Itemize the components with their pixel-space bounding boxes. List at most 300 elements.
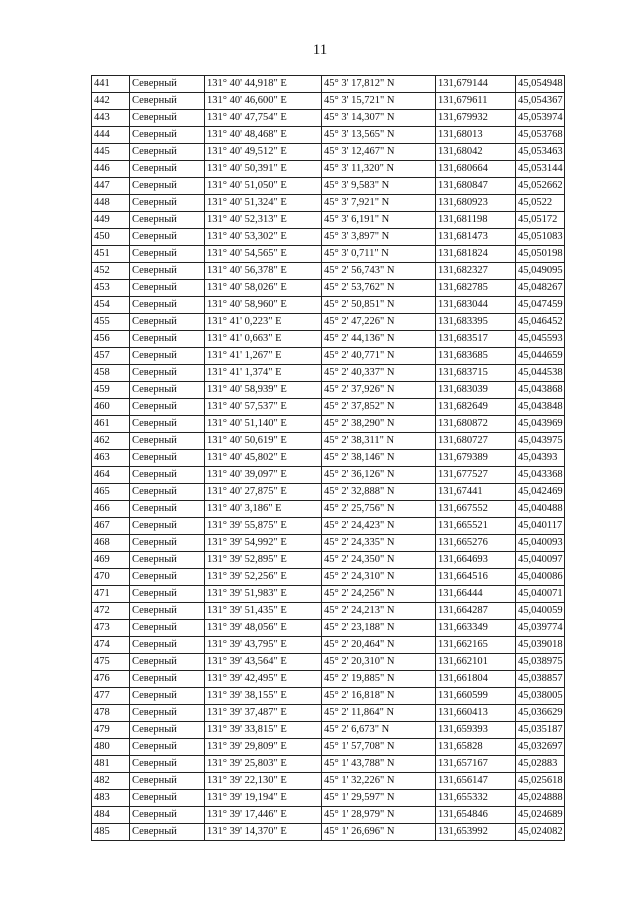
- table-row: [92, 416, 565, 433]
- table-row: [92, 671, 565, 688]
- latitude-dms-cell: 45° 2' 16,818" N: [322, 688, 436, 705]
- table-row: [92, 722, 565, 739]
- longitude-dms-cell: 131° 39' 17,446" E: [205, 807, 322, 824]
- longitude-dms-cell: 131° 39' 14,370" E: [205, 824, 322, 841]
- table-row: [92, 433, 565, 450]
- table-row: [92, 603, 565, 620]
- point-number-cell: 475: [92, 654, 130, 671]
- longitude-decimal-cell: 131,681198: [436, 212, 516, 229]
- latitude-decimal-cell: 45,040086: [516, 569, 565, 586]
- zone-name-cell: Северный: [130, 263, 205, 280]
- longitude-dms-cell: 131° 39' 51,983" E: [205, 586, 322, 603]
- latitude-dms-cell: 45° 2' 24,350" N: [322, 552, 436, 569]
- point-number-cell: 457: [92, 348, 130, 365]
- table-row: [92, 246, 565, 263]
- longitude-dms-cell: 131° 40' 57,537" E: [205, 399, 322, 416]
- latitude-decimal-cell: 45,051083: [516, 229, 565, 246]
- zone-name-cell: Северный: [130, 195, 205, 212]
- latitude-decimal-cell: 45,053768: [516, 127, 565, 144]
- latitude-dms-cell: 45° 2' 23,188" N: [322, 620, 436, 637]
- point-number-cell: 473: [92, 620, 130, 637]
- longitude-dms-cell: 131° 40' 52,313" E: [205, 212, 322, 229]
- latitude-decimal-cell: 45,046452: [516, 314, 565, 331]
- longitude-decimal-cell: 131,677527: [436, 467, 516, 484]
- latitude-decimal-cell: 45,040097: [516, 552, 565, 569]
- longitude-decimal-cell: 131,680872: [436, 416, 516, 433]
- table-row: [92, 535, 565, 552]
- longitude-dms-cell: 131° 39' 51,435" E: [205, 603, 322, 620]
- longitude-dms-cell: 131° 40' 58,026" E: [205, 280, 322, 297]
- point-number-cell: 468: [92, 535, 130, 552]
- latitude-dms-cell: 45° 3' 9,583" N: [322, 178, 436, 195]
- point-number-cell: 469: [92, 552, 130, 569]
- point-number-cell: 455: [92, 314, 130, 331]
- zone-name-cell: Северный: [130, 773, 205, 790]
- zone-name-cell: Северный: [130, 739, 205, 756]
- latitude-dms-cell: 45° 1' 28,979" N: [322, 807, 436, 824]
- latitude-dms-cell: 45° 2' 44,136" N: [322, 331, 436, 348]
- zone-name-cell: Северный: [130, 399, 205, 416]
- latitude-dms-cell: 45° 1' 29,597" N: [322, 790, 436, 807]
- table-row: [92, 756, 565, 773]
- zone-name-cell: Северный: [130, 365, 205, 382]
- zone-name-cell: Северный: [130, 671, 205, 688]
- longitude-dms-cell: 131° 41' 1,267" E: [205, 348, 322, 365]
- zone-name-cell: Северный: [130, 280, 205, 297]
- longitude-decimal-cell: 131,65828: [436, 739, 516, 756]
- zone-name-cell: Северный: [130, 637, 205, 654]
- latitude-dms-cell: 45° 3' 13,565" N: [322, 127, 436, 144]
- latitude-decimal-cell: 45,043969: [516, 416, 565, 433]
- latitude-decimal-cell: 45,024082: [516, 824, 565, 841]
- point-number-cell: 445: [92, 144, 130, 161]
- latitude-dms-cell: 45° 2' 53,762" N: [322, 280, 436, 297]
- table-row: [92, 178, 565, 195]
- longitude-decimal-cell: 131,680664: [436, 161, 516, 178]
- zone-name-cell: Северный: [130, 144, 205, 161]
- latitude-dms-cell: 45° 2' 40,771" N: [322, 348, 436, 365]
- latitude-dms-cell: 45° 2' 38,146" N: [322, 450, 436, 467]
- longitude-dms-cell: 131° 40' 44,918" E: [205, 76, 322, 93]
- zone-name-cell: Северный: [130, 603, 205, 620]
- table-row: [92, 280, 565, 297]
- zone-name-cell: Северный: [130, 756, 205, 773]
- longitude-dms-cell: 131° 40' 27,875" E: [205, 484, 322, 501]
- longitude-dms-cell: 131° 39' 22,130" E: [205, 773, 322, 790]
- point-number-cell: 449: [92, 212, 130, 229]
- longitude-dms-cell: 131° 40' 50,619" E: [205, 433, 322, 450]
- table-row: [92, 620, 565, 637]
- longitude-decimal-cell: 131,664693: [436, 552, 516, 569]
- zone-name-cell: Северный: [130, 620, 205, 637]
- point-number-cell: 463: [92, 450, 130, 467]
- longitude-dms-cell: 131° 39' 52,256" E: [205, 569, 322, 586]
- zone-name-cell: Северный: [130, 501, 205, 518]
- point-number-cell: 446: [92, 161, 130, 178]
- longitude-decimal-cell: 131,680847: [436, 178, 516, 195]
- longitude-dms-cell: 131° 39' 55,875" E: [205, 518, 322, 535]
- longitude-decimal-cell: 131,67441: [436, 484, 516, 501]
- latitude-decimal-cell: 45,040117: [516, 518, 565, 535]
- latitude-dms-cell: 45° 2' 20,464" N: [322, 637, 436, 654]
- zone-name-cell: Северный: [130, 314, 205, 331]
- latitude-decimal-cell: 45,043975: [516, 433, 565, 450]
- latitude-decimal-cell: 45,044538: [516, 365, 565, 382]
- table-row: [92, 110, 565, 127]
- table-row: [92, 450, 565, 467]
- latitude-dms-cell: 45° 1' 57,708" N: [322, 739, 436, 756]
- table-row: [92, 263, 565, 280]
- point-number-cell: 476: [92, 671, 130, 688]
- zone-name-cell: Северный: [130, 824, 205, 841]
- longitude-decimal-cell: 131,665521: [436, 518, 516, 535]
- longitude-decimal-cell: 131,682327: [436, 263, 516, 280]
- table-row: [92, 314, 565, 331]
- longitude-dms-cell: 131° 39' 48,056" E: [205, 620, 322, 637]
- longitude-decimal-cell: 131,680923: [436, 195, 516, 212]
- table-row: [92, 518, 565, 535]
- point-number-cell: 481: [92, 756, 130, 773]
- latitude-dms-cell: 45° 3' 0,711" N: [322, 246, 436, 263]
- zone-name-cell: Северный: [130, 722, 205, 739]
- longitude-decimal-cell: 131,681473: [436, 229, 516, 246]
- table-row: [92, 127, 565, 144]
- longitude-dms-cell: 131° 41' 1,374" E: [205, 365, 322, 382]
- table-row: [92, 790, 565, 807]
- table-row: [92, 688, 565, 705]
- table-row: [92, 76, 565, 93]
- table-row: [92, 348, 565, 365]
- latitude-decimal-cell: 45,038857: [516, 671, 565, 688]
- coordinates-table: [91, 75, 565, 841]
- longitude-dms-cell: 131° 40' 51,324" E: [205, 195, 322, 212]
- zone-name-cell: Северный: [130, 790, 205, 807]
- latitude-decimal-cell: 45,04393: [516, 450, 565, 467]
- longitude-decimal-cell: 131,655332: [436, 790, 516, 807]
- zone-name-cell: Северный: [130, 807, 205, 824]
- latitude-dms-cell: 45° 1' 32,226" N: [322, 773, 436, 790]
- table-row: [92, 365, 565, 382]
- point-number-cell: 472: [92, 603, 130, 620]
- longitude-decimal-cell: 131,683044: [436, 297, 516, 314]
- longitude-dms-cell: 131° 40' 56,378" E: [205, 263, 322, 280]
- longitude-dms-cell: 131° 39' 19,194" E: [205, 790, 322, 807]
- point-number-cell: 444: [92, 127, 130, 144]
- zone-name-cell: Северный: [130, 586, 205, 603]
- table-row: [92, 467, 565, 484]
- latitude-decimal-cell: 45,036629: [516, 705, 565, 722]
- latitude-decimal-cell: 45,043868: [516, 382, 565, 399]
- table-row: [92, 93, 565, 110]
- latitude-decimal-cell: 45,0522: [516, 195, 565, 212]
- latitude-dms-cell: 45° 2' 19,885" N: [322, 671, 436, 688]
- longitude-decimal-cell: 131,679932: [436, 110, 516, 127]
- point-number-cell: 448: [92, 195, 130, 212]
- longitude-decimal-cell: 131,681824: [436, 246, 516, 263]
- point-number-cell: 459: [92, 382, 130, 399]
- zone-name-cell: Северный: [130, 518, 205, 535]
- longitude-decimal-cell: 131,659393: [436, 722, 516, 739]
- latitude-decimal-cell: 45,035187: [516, 722, 565, 739]
- point-number-cell: 465: [92, 484, 130, 501]
- longitude-dms-cell: 131° 39' 43,564" E: [205, 654, 322, 671]
- latitude-decimal-cell: 45,044659: [516, 348, 565, 365]
- point-number-cell: 461: [92, 416, 130, 433]
- table-row: [92, 773, 565, 790]
- longitude-dms-cell: 131° 41' 0,223" E: [205, 314, 322, 331]
- zone-name-cell: Северный: [130, 484, 205, 501]
- latitude-dms-cell: 45° 3' 12,467" N: [322, 144, 436, 161]
- table-row: [92, 824, 565, 841]
- latitude-dms-cell: 45° 3' 15,721" N: [322, 93, 436, 110]
- table-row: [92, 212, 565, 229]
- longitude-decimal-cell: 131,682649: [436, 399, 516, 416]
- page-number: 11: [312, 42, 328, 58]
- zone-name-cell: Северный: [130, 688, 205, 705]
- latitude-decimal-cell: 45,043368: [516, 467, 565, 484]
- longitude-decimal-cell: 131,664516: [436, 569, 516, 586]
- table-row: [92, 382, 565, 399]
- point-number-cell: 480: [92, 739, 130, 756]
- point-number-cell: 450: [92, 229, 130, 246]
- latitude-dms-cell: 45° 3' 11,320" N: [322, 161, 436, 178]
- latitude-decimal-cell: 45,054367: [516, 93, 565, 110]
- zone-name-cell: Северный: [130, 654, 205, 671]
- latitude-decimal-cell: 45,02883: [516, 756, 565, 773]
- longitude-decimal-cell: 131,683715: [436, 365, 516, 382]
- longitude-decimal-cell: 131,667552: [436, 501, 516, 518]
- latitude-dms-cell: 45° 2' 20,310" N: [322, 654, 436, 671]
- zone-name-cell: Северный: [130, 433, 205, 450]
- latitude-dms-cell: 45° 2' 32,888" N: [322, 484, 436, 501]
- latitude-decimal-cell: 45,040071: [516, 586, 565, 603]
- latitude-dms-cell: 45° 1' 26,696" N: [322, 824, 436, 841]
- latitude-dms-cell: 45° 2' 38,290" N: [322, 416, 436, 433]
- longitude-dms-cell: 131° 40' 50,391" E: [205, 161, 322, 178]
- latitude-decimal-cell: 45,038975: [516, 654, 565, 671]
- latitude-decimal-cell: 45,025618: [516, 773, 565, 790]
- latitude-dms-cell: 45° 2' 36,126" N: [322, 467, 436, 484]
- table-row: [92, 229, 565, 246]
- zone-name-cell: Северный: [130, 348, 205, 365]
- longitude-dms-cell: 131° 39' 52,895" E: [205, 552, 322, 569]
- longitude-dms-cell: 131° 40' 58,939" E: [205, 382, 322, 399]
- latitude-decimal-cell: 45,048267: [516, 280, 565, 297]
- longitude-decimal-cell: 131,683395: [436, 314, 516, 331]
- latitude-decimal-cell: 45,053144: [516, 161, 565, 178]
- longitude-decimal-cell: 131,679611: [436, 93, 516, 110]
- longitude-dms-cell: 131° 40' 58,960" E: [205, 297, 322, 314]
- longitude-decimal-cell: 131,682785: [436, 280, 516, 297]
- longitude-dms-cell: 131° 40' 47,754" E: [205, 110, 322, 127]
- longitude-decimal-cell: 131,680727: [436, 433, 516, 450]
- table-row: [92, 297, 565, 314]
- latitude-dms-cell: 45° 2' 38,311" N: [322, 433, 436, 450]
- longitude-dms-cell: 131° 40' 53,302" E: [205, 229, 322, 246]
- latitude-dms-cell: 45° 3' 3,897" N: [322, 229, 436, 246]
- longitude-dms-cell: 131° 39' 38,155" E: [205, 688, 322, 705]
- longitude-dms-cell: 131° 39' 29,809" E: [205, 739, 322, 756]
- longitude-decimal-cell: 131,663349: [436, 620, 516, 637]
- latitude-dms-cell: 45° 2' 37,852" N: [322, 399, 436, 416]
- latitude-decimal-cell: 45,040059: [516, 603, 565, 620]
- longitude-decimal-cell: 131,653992: [436, 824, 516, 841]
- zone-name-cell: Северный: [130, 382, 205, 399]
- point-number-cell: 460: [92, 399, 130, 416]
- zone-name-cell: Северный: [130, 178, 205, 195]
- table-row: [92, 637, 565, 654]
- point-number-cell: 442: [92, 93, 130, 110]
- longitude-dms-cell: 131° 39' 37,487" E: [205, 705, 322, 722]
- longitude-decimal-cell: 131,656147: [436, 773, 516, 790]
- longitude-decimal-cell: 131,660413: [436, 705, 516, 722]
- latitude-decimal-cell: 45,042469: [516, 484, 565, 501]
- longitude-dms-cell: 131° 39' 33,815" E: [205, 722, 322, 739]
- longitude-decimal-cell: 131,683039: [436, 382, 516, 399]
- latitude-dms-cell: 45° 3' 7,921" N: [322, 195, 436, 212]
- latitude-decimal-cell: 45,05172: [516, 212, 565, 229]
- longitude-decimal-cell: 131,679144: [436, 76, 516, 93]
- point-number-cell: 484: [92, 807, 130, 824]
- zone-name-cell: Северный: [130, 450, 205, 467]
- longitude-decimal-cell: 131,68042: [436, 144, 516, 161]
- point-number-cell: 471: [92, 586, 130, 603]
- longitude-dms-cell: 131° 40' 3,186" E: [205, 501, 322, 518]
- longitude-decimal-cell: 131,662101: [436, 654, 516, 671]
- point-number-cell: 452: [92, 263, 130, 280]
- point-number-cell: 478: [92, 705, 130, 722]
- latitude-dms-cell: 45° 3' 6,191" N: [322, 212, 436, 229]
- latitude-dms-cell: 45° 2' 24,256" N: [322, 586, 436, 603]
- point-number-cell: 482: [92, 773, 130, 790]
- point-number-cell: 470: [92, 569, 130, 586]
- point-number-cell: 467: [92, 518, 130, 535]
- table-row: [92, 807, 565, 824]
- coordinates-table-body: [92, 76, 565, 841]
- longitude-dms-cell: 131° 40' 39,097" E: [205, 467, 322, 484]
- longitude-dms-cell: 131° 40' 48,468" E: [205, 127, 322, 144]
- longitude-decimal-cell: 131,661804: [436, 671, 516, 688]
- longitude-decimal-cell: 131,679389: [436, 450, 516, 467]
- zone-name-cell: Северный: [130, 705, 205, 722]
- longitude-decimal-cell: 131,683685: [436, 348, 516, 365]
- latitude-decimal-cell: 45,050198: [516, 246, 565, 263]
- latitude-decimal-cell: 45,049095: [516, 263, 565, 280]
- latitude-decimal-cell: 45,040488: [516, 501, 565, 518]
- table-row: [92, 569, 565, 586]
- latitude-decimal-cell: 45,038005: [516, 688, 565, 705]
- point-number-cell: 447: [92, 178, 130, 195]
- latitude-decimal-cell: 45,045593: [516, 331, 565, 348]
- point-number-cell: 441: [92, 76, 130, 93]
- latitude-decimal-cell: 45,024888: [516, 790, 565, 807]
- longitude-decimal-cell: 131,665276: [436, 535, 516, 552]
- longitude-dms-cell: 131° 40' 49,512" E: [205, 144, 322, 161]
- point-number-cell: 483: [92, 790, 130, 807]
- longitude-dms-cell: 131° 40' 45,802" E: [205, 450, 322, 467]
- latitude-decimal-cell: 45,024689: [516, 807, 565, 824]
- table-row: [92, 739, 565, 756]
- longitude-dms-cell: 131° 41' 0,663" E: [205, 331, 322, 348]
- point-number-cell: 443: [92, 110, 130, 127]
- table-row: [92, 484, 565, 501]
- latitude-decimal-cell: 45,052662: [516, 178, 565, 195]
- latitude-dms-cell: 45° 3' 14,307" N: [322, 110, 436, 127]
- table-row: [92, 552, 565, 569]
- latitude-decimal-cell: 45,039018: [516, 637, 565, 654]
- point-number-cell: 466: [92, 501, 130, 518]
- longitude-dms-cell: 131° 39' 43,795" E: [205, 637, 322, 654]
- table-row: [92, 705, 565, 722]
- table-row: [92, 144, 565, 161]
- zone-name-cell: Северный: [130, 331, 205, 348]
- latitude-dms-cell: 45° 2' 11,864" N: [322, 705, 436, 722]
- longitude-decimal-cell: 131,66444: [436, 586, 516, 603]
- latitude-decimal-cell: 45,032697: [516, 739, 565, 756]
- point-number-cell: 464: [92, 467, 130, 484]
- zone-name-cell: Северный: [130, 76, 205, 93]
- zone-name-cell: Северный: [130, 297, 205, 314]
- longitude-decimal-cell: 131,664287: [436, 603, 516, 620]
- latitude-dms-cell: 45° 2' 24,335" N: [322, 535, 436, 552]
- zone-name-cell: Северный: [130, 552, 205, 569]
- point-number-cell: 458: [92, 365, 130, 382]
- table-row: [92, 195, 565, 212]
- latitude-decimal-cell: 45,047459: [516, 297, 565, 314]
- longitude-decimal-cell: 131,68013: [436, 127, 516, 144]
- table-row: [92, 399, 565, 416]
- latitude-decimal-cell: 45,053974: [516, 110, 565, 127]
- zone-name-cell: Северный: [130, 467, 205, 484]
- point-number-cell: 454: [92, 297, 130, 314]
- latitude-dms-cell: 45° 2' 25,756" N: [322, 501, 436, 518]
- zone-name-cell: Северный: [130, 416, 205, 433]
- zone-name-cell: Северный: [130, 161, 205, 178]
- latitude-decimal-cell: 45,053463: [516, 144, 565, 161]
- point-number-cell: 485: [92, 824, 130, 841]
- point-number-cell: 453: [92, 280, 130, 297]
- longitude-decimal-cell: 131,657167: [436, 756, 516, 773]
- zone-name-cell: Северный: [130, 127, 205, 144]
- latitude-decimal-cell: 45,054948: [516, 76, 565, 93]
- latitude-dms-cell: 45° 3' 17,812" N: [322, 76, 436, 93]
- latitude-dms-cell: 45° 2' 47,226" N: [322, 314, 436, 331]
- latitude-dms-cell: 45° 2' 24,310" N: [322, 569, 436, 586]
- longitude-decimal-cell: 131,683517: [436, 331, 516, 348]
- table-row: [92, 654, 565, 671]
- zone-name-cell: Северный: [130, 110, 205, 127]
- point-number-cell: 474: [92, 637, 130, 654]
- latitude-dms-cell: 45° 2' 24,213" N: [322, 603, 436, 620]
- point-number-cell: 477: [92, 688, 130, 705]
- table-row: [92, 331, 565, 348]
- longitude-decimal-cell: 131,660599: [436, 688, 516, 705]
- latitude-decimal-cell: 45,040093: [516, 535, 565, 552]
- zone-name-cell: Северный: [130, 535, 205, 552]
- longitude-decimal-cell: 131,662165: [436, 637, 516, 654]
- table-row: [92, 586, 565, 603]
- longitude-dms-cell: 131° 40' 46,600" E: [205, 93, 322, 110]
- longitude-dms-cell: 131° 39' 54,992" E: [205, 535, 322, 552]
- latitude-dms-cell: 45° 2' 24,423" N: [322, 518, 436, 535]
- zone-name-cell: Северный: [130, 569, 205, 586]
- latitude-decimal-cell: 45,039774: [516, 620, 565, 637]
- latitude-dms-cell: 45° 1' 43,788" N: [322, 756, 436, 773]
- point-number-cell: 462: [92, 433, 130, 450]
- zone-name-cell: Северный: [130, 229, 205, 246]
- table-row: [92, 501, 565, 518]
- zone-name-cell: Северный: [130, 246, 205, 263]
